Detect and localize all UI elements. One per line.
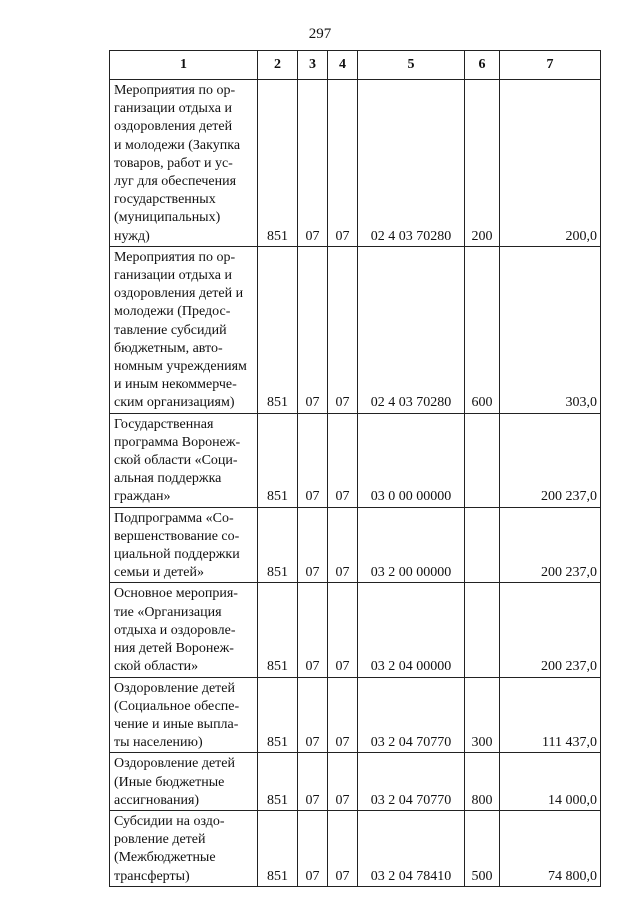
target-article-cell: 02 4 03 70280: [358, 80, 465, 247]
table-row: [110, 246, 601, 413]
subsection-code-cell: 07: [328, 583, 358, 677]
ministry-code-cell: 851: [258, 507, 298, 583]
amount-cell: 14 000,0: [500, 753, 601, 811]
row-name-line: оздоровления детей: [114, 119, 233, 135]
subsection-code-cell: 07: [328, 810, 358, 886]
row-name-line: Основное мероприя-: [114, 586, 238, 602]
expense-type-cell: [465, 507, 500, 583]
ministry-code-cell: 851: [258, 677, 298, 753]
table-row: [110, 677, 601, 753]
row-name-line: бюджетным, авто-: [114, 340, 223, 356]
amount-cell: 303,0: [500, 246, 601, 413]
ministry-code-cell: 851: [258, 80, 298, 247]
row-name-line: отдыха и оздоровле-: [114, 622, 236, 638]
row-name-line: ассигнования): [114, 792, 200, 808]
subsection-code-cell: 07: [328, 413, 358, 507]
row-name-line: Оздоровление детей: [114, 680, 235, 696]
expense-type-cell: 800: [465, 753, 500, 811]
row-name-line: номным учреждениям: [114, 359, 247, 375]
amount-cell: 200,0: [500, 80, 601, 247]
row-name-line: тавление субсидий: [114, 322, 227, 338]
section-code-cell: 07: [298, 413, 328, 507]
column-header-2: 2: [258, 51, 298, 80]
row-name-line: молодежи (Предос-: [114, 304, 231, 320]
table-row: [110, 753, 601, 811]
subsection-code-cell: 07: [328, 677, 358, 753]
table-row: [110, 413, 601, 507]
row-name-line: Оздоровление детей: [114, 756, 235, 772]
row-name-line: и иным некоммерче-: [114, 377, 237, 393]
column-header-4: 4: [328, 51, 358, 80]
ministry-code-cell: 851: [258, 583, 298, 677]
row-name-cell: [110, 507, 258, 583]
column-header-7: 7: [500, 51, 601, 80]
row-name-line: граждан»: [114, 489, 171, 505]
row-name-line: ровление детей: [114, 832, 206, 848]
subsection-code-cell: 07: [328, 246, 358, 413]
expense-type-cell: [465, 413, 500, 507]
row-name-cell: [110, 413, 258, 507]
row-name-line: (муниципальных): [114, 210, 221, 226]
section-code-cell: 07: [298, 80, 328, 247]
row-name-line: Подпрограмма «Со-: [114, 510, 234, 526]
ministry-code-cell: 851: [258, 810, 298, 886]
row-name-line: ния детей Воронеж-: [114, 641, 234, 657]
row-name-line: и молодежи (Закупка: [114, 137, 241, 153]
row-name-line: чение и иные выпла-: [114, 716, 239, 732]
expense-type-cell: 600: [465, 246, 500, 413]
row-name-cell: [110, 80, 258, 247]
target-article-cell: 03 0 00 00000: [358, 413, 465, 507]
row-name-line: ганизации отдыха и: [114, 101, 232, 117]
amount-cell: 111 437,0: [500, 677, 601, 753]
table-row: [110, 810, 601, 886]
amount-cell: 200 237,0: [500, 507, 601, 583]
row-name-line: (Иные бюджетные: [114, 774, 225, 790]
target-article-cell: 03 2 04 70770: [358, 753, 465, 811]
section-code-cell: 07: [298, 753, 328, 811]
table-row: [110, 583, 601, 677]
header-row: [110, 51, 601, 80]
column-header-6: 6: [465, 51, 500, 80]
row-name-line: программа Воронеж-: [114, 434, 241, 450]
row-name-line: ты населению): [114, 735, 203, 751]
table-row: [110, 507, 601, 583]
column-header-3: 3: [298, 51, 328, 80]
target-article-cell: 03 2 00 00000: [358, 507, 465, 583]
row-name-cell: [110, 677, 258, 753]
row-name-line: (Социальное обеспе-: [114, 698, 240, 714]
row-name-line: государственных: [114, 192, 216, 208]
expense-type-cell: 300: [465, 677, 500, 753]
row-name-line: луг для обеспечения: [114, 174, 237, 190]
row-name-line: трансферты): [114, 868, 190, 884]
target-article-cell: 03 2 04 00000: [358, 583, 465, 677]
section-code-cell: 07: [298, 507, 328, 583]
subsection-code-cell: 07: [328, 80, 358, 247]
row-name-line: Мероприятия по ор-: [114, 249, 236, 265]
page-number: 297: [308, 26, 332, 42]
row-name-cell: [110, 583, 258, 677]
amount-cell: 74 800,0: [500, 810, 601, 886]
row-name-line: (Межбюджетные: [114, 850, 216, 866]
target-article-cell: 03 2 04 70770: [358, 677, 465, 753]
row-name-line: ской области»: [114, 659, 199, 675]
column-header-1: 1: [110, 51, 258, 80]
row-name-cell: [110, 753, 258, 811]
row-name-line: тие «Организация: [114, 604, 222, 620]
amount-cell: 200 237,0: [500, 413, 601, 507]
column-header-5: 5: [358, 51, 465, 80]
amount-cell: 200 237,0: [500, 583, 601, 677]
expense-type-cell: [465, 583, 500, 677]
row-name-line: ской области «Соци-: [114, 453, 238, 469]
section-code-cell: 07: [298, 677, 328, 753]
ministry-code-cell: 851: [258, 753, 298, 811]
row-name-line: ским организациям): [114, 395, 235, 411]
subsection-code-cell: 07: [328, 753, 358, 811]
expense-type-cell: 200: [465, 80, 500, 247]
row-name-line: нужд): [114, 228, 150, 244]
target-article-cell: 02 4 03 70280: [358, 246, 465, 413]
row-name-line: вершенствование со-: [114, 528, 240, 544]
section-code-cell: 07: [298, 246, 328, 413]
ministry-code-cell: 851: [258, 246, 298, 413]
ministry-code-cell: 851: [258, 413, 298, 507]
section-code-cell: 07: [298, 810, 328, 886]
table-row: [110, 80, 601, 247]
row-name-line: ганизации отдыха и: [114, 268, 232, 284]
row-name-line: альная поддержка: [114, 471, 222, 487]
section-code-cell: 07: [298, 583, 328, 677]
row-name-line: Государственная: [114, 416, 214, 432]
budget-table: [109, 50, 601, 887]
row-name-cell: [110, 810, 258, 886]
row-name-cell: [110, 246, 258, 413]
target-article-cell: 03 2 04 78410: [358, 810, 465, 886]
row-name-line: товаров, работ и ус-: [114, 155, 233, 171]
expense-type-cell: 500: [465, 810, 500, 886]
row-name-line: циальной поддержки: [114, 547, 240, 563]
row-name-line: оздоровления детей и: [114, 286, 244, 302]
row-name-line: Мероприятия по ор-: [114, 83, 236, 98]
row-name-line: Субсидии на оздо-: [114, 813, 225, 829]
row-name-line: семьи и детей»: [114, 565, 204, 581]
subsection-code-cell: 07: [328, 507, 358, 583]
